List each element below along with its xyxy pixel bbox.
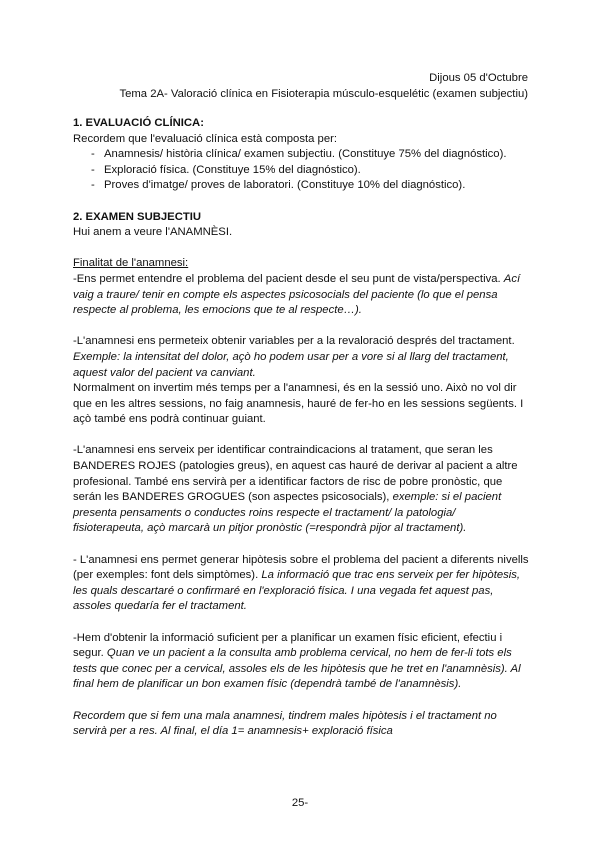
paragraph-6: Recordem que si fem una mala anamnesi, tindrem males hipòtesis i el tractament no servirà per a res. Al final, el día 1= anamnesis+ exploració física bbox=[73, 709, 497, 738]
section1-intro: Recordem que l'evaluació clínica està composta per: bbox=[73, 132, 338, 145]
header-date: Dijous 05 d'Octubre bbox=[429, 72, 528, 84]
header-topic: Tema 2A- Valoració clínica en Fisioterapia músculo-esquelétic (examen subjectiu) bbox=[119, 87, 528, 100]
section1-list bbox=[73, 147, 529, 194]
page-number: 25- bbox=[291, 797, 309, 809]
document-body bbox=[73, 116, 529, 740]
list-item: - Exploració física. (Constituye 15% del diagnóstico). bbox=[91, 163, 529, 179]
paragraph-2-note: Normalment on invertim més temps per a l'anamnesi, és en la sessió uno. Això no vol dir que en les altres sessions, no faig anamnesis, hauré de fer-ho en les sessions següents. I açò també ens podrà continuar guiant. bbox=[73, 382, 524, 426]
section2-intro: Hui anem a veure l'ANAMNÈSI. bbox=[73, 226, 233, 239]
page-header bbox=[119, 71, 528, 102]
paragraph-2: -L'anamnesi ens permeteix obtenir variables per a la revaloració després del tractament. Exemple: la intensitat del dolor, açò ho podem usar per a vore si al llarg del tractament, aquest valor del pacient va canviant. bbox=[73, 335, 515, 379]
paragraph-5: -Hem d'obtenir la informació suficient per a planificar un examen físic eficient, efectiu i segur. Quan ve un pacient a la consulta amb problema cervical, no hem de fer-li tots els tests que conec per a cervical, assoles els de les hipòtesis que he tret en l'anamnèsis). Al final hem de planificar un bon examen físic (dependrà també de l'anamnèsis). bbox=[73, 631, 521, 691]
list-item: - Proves d'imatge/ proves de laboratori. (Constituye 10% del diagnóstico). bbox=[91, 178, 529, 194]
list-item: - Anamnesis/ història clínica/ examen subjectiu. (Constituye 75% del diagnóstico). bbox=[91, 147, 529, 163]
paragraph-4: - L'anamnesi ens permet generar hipòtesis sobre el problema del pacient a diferents nivells (per exemples: font dels simptòmes). La informació que trac ens serveix per fer hipòtesis, les quals descartaré o confirmaré en l'exploració física. I una vegada fet aquest pas, assoles quedaría fer el tractament. bbox=[73, 553, 529, 613]
finalitat-heading: Finalitat de l'anamnesi: bbox=[73, 257, 189, 270]
section2-title: 2. EXAMEN SUBJECTIU bbox=[73, 210, 202, 223]
section1-title: 1. EVALUACIÓ CLÍNICA: bbox=[73, 117, 204, 129]
paragraph-3: -L'anamnesi ens serveix per identificar contraindicacions al tratament, que seran les BANDERES ROJES (patologies greus), en aquest cas hauré de derivar al pacient a altre profesional. També ens servirà per a identificar factors de risc de pobre pronòstic, que serán les BANDERES GROGUES (son aspectes psicosocials), exemple: si el pacient presenta pensaments o conductes roins respecte el tractament/ la patologia/ fisioterapeuta, açò marcarà un pitjor pronòstic (=respondrà pijor al tractament). bbox=[73, 444, 518, 535]
paragraph-1: -Ens permet entendre el problema del pacient desde el seu punt de vista/perspectiva. Ací vaig a traure/ tenir en compte els aspectes psicosocials del paciente (lo que el pensa respecte al problema, les emocions que te al respecte…). bbox=[73, 272, 521, 317]
